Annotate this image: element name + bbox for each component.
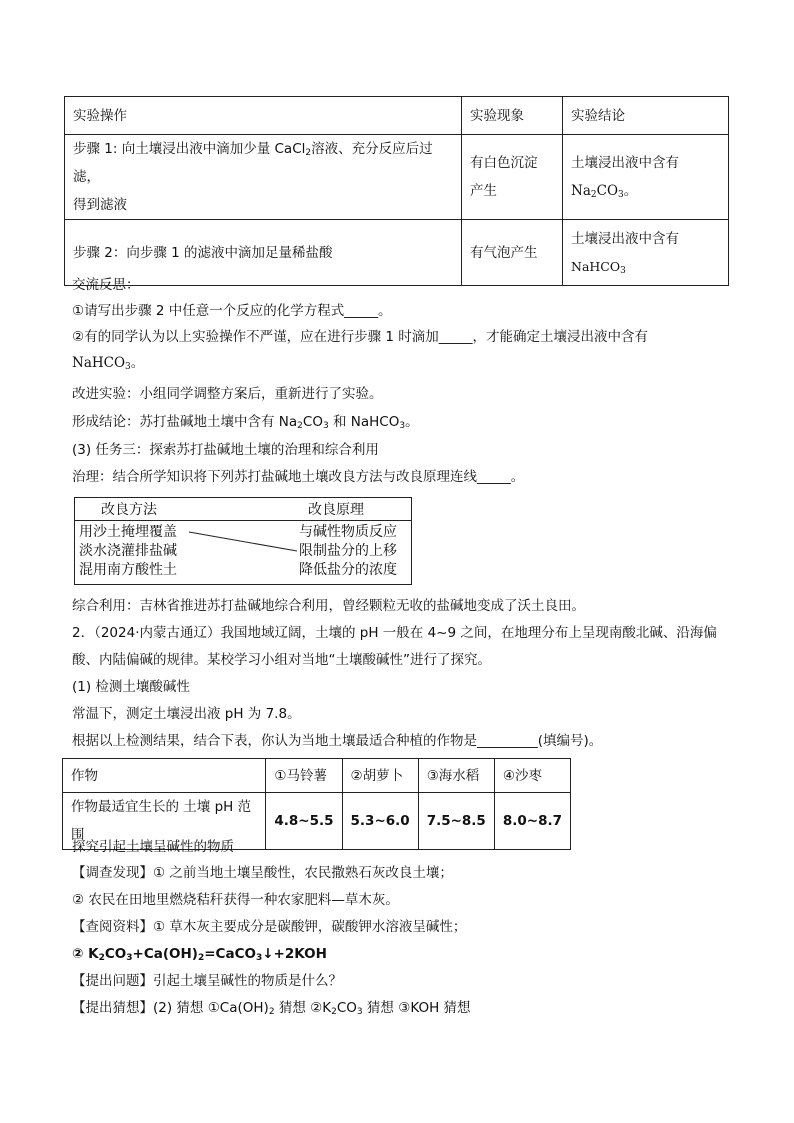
info-1: 【查阅资料】① 草木灰主要成分是碳酸钾，碳酸钾水溶液呈碱性；	[72, 919, 467, 935]
survey-2: ② 农民在田地里燃烧秸秆获得一种农家肥料—草木灰。	[72, 892, 399, 908]
step1-conclusion: 土壤浸出液中含有 $Na_2CO_3$。	[563, 135, 729, 220]
step1-phenomenon: 有白色沉淀 产生	[462, 135, 563, 220]
method-item: 混用南方酸性土	[79, 562, 177, 578]
ph-range-value: 7.5~8.5	[418, 793, 494, 850]
ph-range-value: 8.0~8.7	[494, 793, 570, 850]
step2-operation: 步骤 2：向步骤 1 的滤液中滴加足量稀盐酸	[65, 220, 462, 286]
question-text: 【提出问题】引起土壤呈碱性的物质是什么？	[72, 973, 342, 989]
matching-line	[75, 498, 411, 584]
problem2-line2: 酸、内陆偏碱的规律。某校学习小组对当地“土壤酸碱性”进行了探究。	[72, 652, 491, 668]
principle-item: 限制盐分的上移	[299, 543, 397, 559]
improve-text: 改进实验：小组同学调整方案后，重新进行了实验。	[72, 386, 383, 402]
utilize-text: 综合利用：吉林省推进苏打盐碱地综合利用，曾经颗粒无收的盐碱地变成了沃土良田。	[72, 598, 585, 614]
method-item: 用沙土掩埋覆盖	[79, 524, 177, 540]
header-operation: 实验操作	[65, 97, 462, 135]
principle-item: 降低盐分的浓度	[299, 562, 397, 578]
step1-operation: 步骤 1: 向土壤浸出液中滴加少量 CaCl$_2$溶液、充分反应后过滤， 得到滤液	[65, 135, 462, 220]
ph-range-label: 作物最适宜生长的 土壤 pH 范围	[63, 793, 266, 850]
matching-box	[74, 497, 412, 585]
survey-1: 【调查发现】① 之前当地土壤呈酸性，农民撒熟石灰改良土壤；	[72, 865, 453, 881]
table-header-row	[65, 97, 729, 135]
conclusion-text: 形成结论：苏打盐碱地土壤中含有 $Na_2CO_3$ 和 NaHCO$_3$。	[72, 414, 419, 431]
ph-range-value: 5.3~6.0	[342, 793, 418, 850]
crop-header-label: 作物	[63, 759, 266, 793]
experiment-table	[64, 96, 729, 286]
guess-text: 【提出猜想】(2) 猜想 $①Ca(OH)_2$ 猜想 $②K_2CO_3$ 猜想 ③KOH 猜想	[72, 1000, 471, 1017]
judge-text: 根据以上检测结果，结合下表，你认为当地土壤最适合种植的作物是_________(填编号)。	[72, 733, 603, 749]
crop-header: ④沙枣	[494, 759, 570, 793]
table-row	[65, 135, 729, 220]
explore-heading: 探究引起土壤呈碱性的物质	[72, 839, 234, 855]
crop-header: ②胡萝卜	[342, 759, 418, 793]
table-row	[65, 220, 729, 286]
matching-right-header: 改良原理	[308, 502, 364, 518]
matching-left-header: 改良方法	[101, 502, 157, 518]
info-2-equation: ② $K_2CO_3+Ca(OH)_2=CaCO_3↓+2KOH$	[72, 946, 327, 963]
principle-item: 与碱性物质反应	[299, 524, 397, 540]
room-temp-text: 常温下，测定土壤浸出液 pH 为 7.8。	[72, 706, 301, 722]
detect-heading: (1) 检测土壤酸碱性	[72, 679, 190, 695]
step2-conclusion: 土壤浸出液中含有 NaHCO$_3$	[563, 220, 729, 286]
header-phenomenon: 实验现象	[462, 97, 563, 135]
reflect-heading: 交流反思：	[72, 277, 140, 293]
crop-header: ③海水稻	[418, 759, 494, 793]
question-2-line1: ②有的同学认为以上实验操作不严谨，应在进行步骤 1 时滴加_____，才能确定土壤浸出液中含有	[72, 329, 649, 345]
govern-text: 治理：结合所学知识将下列苏打盐碱地土壤改良方法与改良原理连线_____。	[72, 469, 525, 485]
ph-range-value: 4.8~5.5	[266, 793, 342, 850]
method-item: 淡水浇灌排盐碱	[79, 543, 177, 559]
table-header-row	[63, 759, 571, 793]
problem2-line1: 2．（2024·内蒙古通辽）我国地域辽阔，土壤的 pH 一般在 4~9 之间，在地理分布上呈现南酸北碱、沿海偏	[72, 625, 717, 641]
question-2-line2: NaHCO$_3$。	[72, 355, 145, 372]
header-conclusion: 实验结论	[563, 97, 729, 135]
task3-heading: (3) 任务三：探索苏打盐碱地土壤的治理和综合利用	[72, 442, 379, 458]
step2-phenomenon: 有气泡产生	[462, 220, 563, 286]
question-1: ①请写出步骤 2 中任意一个反应的化学方程式_____。	[72, 303, 392, 319]
crop-header: ①马铃薯	[266, 759, 342, 793]
